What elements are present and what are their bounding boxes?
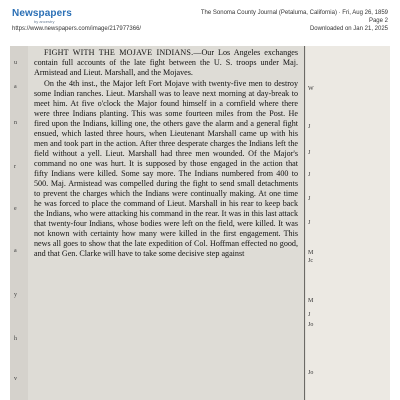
margin-letter: W bbox=[308, 86, 314, 92]
right-column-fragment bbox=[306, 46, 390, 400]
clipping-metadata bbox=[188, 9, 388, 34]
article-intro: —Our Los Angeles exchanges contain full accounts of the late fight between the U. S. troops under Maj. Armistead and Lieut. Marshall, and the Mojaves. bbox=[34, 48, 298, 77]
left-column-fragment bbox=[10, 46, 28, 400]
margin-letter: a bbox=[14, 84, 17, 90]
margin-letter: J bbox=[308, 312, 311, 318]
margin-letter: J bbox=[308, 150, 311, 156]
margin-letter: J bbox=[308, 124, 311, 130]
margin-letter: J bbox=[308, 220, 311, 226]
source-url[interactable]: https://www.newspapers.com/image/217977366/ bbox=[12, 26, 142, 32]
margin-letter: J bbox=[308, 172, 311, 178]
column-rule bbox=[304, 46, 305, 400]
margin-letter: M bbox=[308, 250, 314, 256]
margin-letter: r bbox=[14, 164, 16, 170]
margin-letter: Jo bbox=[308, 370, 314, 376]
publication-line: The Sonoma County Journal (Petaluma, California) · Fri, Aug 26, 1859 bbox=[200, 10, 388, 16]
article-body: On the 4th inst., the Major left Fort Mojave with twenty-five men to destroy some Indian ranches. Lieut. Marshall was to leave next morning at day-break to meet him. At five o'clock the Major found himself in a cornfield where there were three Indians planting. This was some fourteen miles from the Post. He fired upon the Indians, killing one, the others gave the alarm and a general fight ensued, which lasted three hours, when Lieutenant Marshall came up with his men and took part in the action. After three desperate charges the Indians left the field without a yell. Lieut. Marshall had three men wounded. Of the Major's command no one was hurt. It is supposed by those engaged in the action that fifty Indians were killed. Some say more. The Indians numbered from 400 to 500. Maj. Armistead was compelled during the fight to send small detachments to prevent the charges which the Indians were continually making. At one time he was forced to place the command of Lieut. Marshall in his rear to keep back the Indians, who were attacking his command in the rear. It was in this last attack that twenty-four Indians, whose bodies were left on the field, were killed. It was not known with certainty how many were killed in the first engagement. This news all goes to show that the late expedition of Col. Hoffman effected no good, and that Gen. Clarke will have to take some decisive step against bbox=[34, 79, 298, 258]
margin-letter: J bbox=[308, 196, 311, 202]
margin-letter: n bbox=[14, 120, 17, 126]
margin-letter: M bbox=[308, 298, 314, 304]
download-date: Downloaded on Jan 21, 2025 bbox=[309, 26, 388, 33]
newspaper-scan bbox=[10, 46, 390, 400]
margin-letter: Jo bbox=[308, 322, 314, 328]
margin-letter: e bbox=[14, 206, 17, 212]
margin-letter: v bbox=[14, 376, 17, 382]
article-lead bbox=[34, 48, 298, 78]
article bbox=[34, 48, 298, 259]
page-number: Page 2 bbox=[368, 18, 388, 25]
logo-text: Newspapers bbox=[12, 8, 72, 19]
margin-letter: h bbox=[14, 336, 17, 342]
margin-letter: a bbox=[14, 248, 17, 254]
article-title: FIGHT WITH THE MOJAVE INDIANS. bbox=[44, 48, 194, 57]
page-header bbox=[0, 0, 400, 40]
margin-letter: y bbox=[14, 292, 17, 298]
margin-letter: Jc bbox=[308, 258, 313, 264]
margin-letter: u bbox=[14, 60, 17, 66]
logo-tagline: by ancestry bbox=[34, 19, 55, 24]
newspapers-logo[interactable] bbox=[12, 9, 72, 19]
